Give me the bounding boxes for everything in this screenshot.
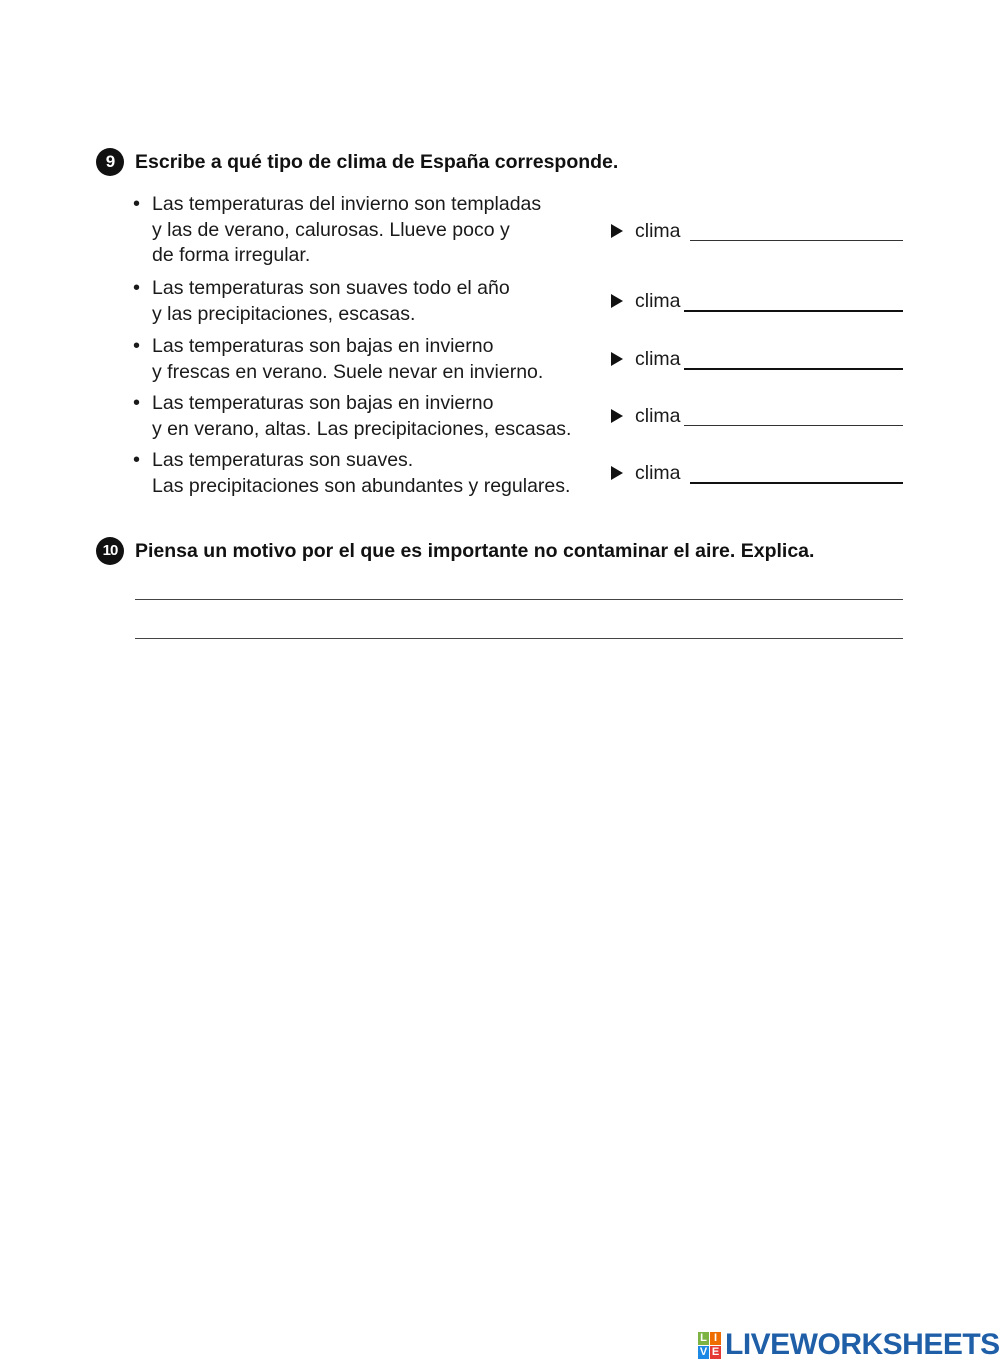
item-line: Las temperaturas son suaves todo el año (152, 277, 510, 299)
exercise-9-item-2-clima-label: clima (635, 290, 681, 312)
bullet-icon: • (133, 193, 141, 215)
exercise-9-item-2-text (152, 275, 510, 327)
item-line: y las de verano, calurosas. Llueve poco y (152, 219, 510, 241)
play-arrow-icon (611, 466, 623, 480)
item-line: y en verano, altas. Las precipitaciones, escasas. (152, 418, 572, 440)
item-line: y frescas en verano. Suele nevar en invierno. (152, 361, 544, 383)
bullet-icon: • (133, 277, 141, 299)
play-arrow-icon (611, 409, 623, 423)
play-arrow-icon (611, 352, 623, 366)
play-arrow-icon (611, 294, 623, 308)
item-line: y las precipitaciones, escasas. (152, 303, 416, 325)
exercise-9-item-3-answer-field[interactable] (684, 368, 903, 370)
item-line: Las temperaturas son suaves. (152, 449, 414, 471)
logo-letter: V (699, 1345, 708, 1358)
exercise-10-question: Piensa un motivo por el que es importante no contaminar el aire. Explica. (135, 540, 815, 562)
exercise-9-question: Escribe a qué tipo de clima de España corresponde. (135, 151, 619, 173)
exercise-9-item-2-answer-field[interactable] (684, 310, 903, 312)
bullet-icon: • (133, 335, 141, 357)
item-line: Las precipitaciones son abundantes y regulares. (152, 475, 571, 497)
exercise-10-answer-line-1[interactable] (135, 599, 903, 600)
item-line: de forma irregular. (152, 244, 311, 266)
exercise-9-item-5-answer-field[interactable] (690, 482, 903, 484)
liveworksheets-logo (698, 1328, 1000, 1361)
logo-letter: L (698, 1332, 709, 1345)
liveworksheets-brand-text: LIVEWORKSHEETS (725, 1328, 1000, 1361)
exercise-9-number-badge: 9 (96, 148, 124, 176)
exercise-9-item-1-clima-label: clima (635, 220, 681, 242)
exercise-9-item-4-clima-label: clima (635, 405, 681, 427)
exercise-9-item-3-clima-label: clima (635, 348, 681, 370)
play-arrow-icon (611, 224, 623, 238)
exercise-10-answer-line-2[interactable] (135, 638, 903, 639)
exercise-9-item-5-clima-label: clima (635, 462, 681, 484)
exercise-9-item-3-text (152, 333, 543, 385)
logo-letter: E (711, 1345, 720, 1358)
exercise-9-item-4-answer-field[interactable] (684, 425, 903, 426)
exercise-9-item-4-text (152, 390, 571, 442)
exercise-10-number-badge: 10 (96, 537, 124, 565)
logo-letter: I (710, 1332, 721, 1345)
item-line: Las temperaturas del invierno son templadas (152, 193, 542, 215)
liveworksheets-logo-icon (698, 1332, 721, 1359)
item-line: Las temperaturas son bajas en invierno (152, 392, 494, 414)
exercise-9-item-1-text (152, 191, 541, 267)
item-line: Las temperaturas son bajas en invierno (152, 335, 494, 357)
exercise-9-item-5-text (152, 447, 570, 499)
bullet-icon: • (133, 392, 141, 414)
exercise-9-item-1-answer-field[interactable] (690, 240, 903, 241)
bullet-icon: • (133, 449, 141, 471)
